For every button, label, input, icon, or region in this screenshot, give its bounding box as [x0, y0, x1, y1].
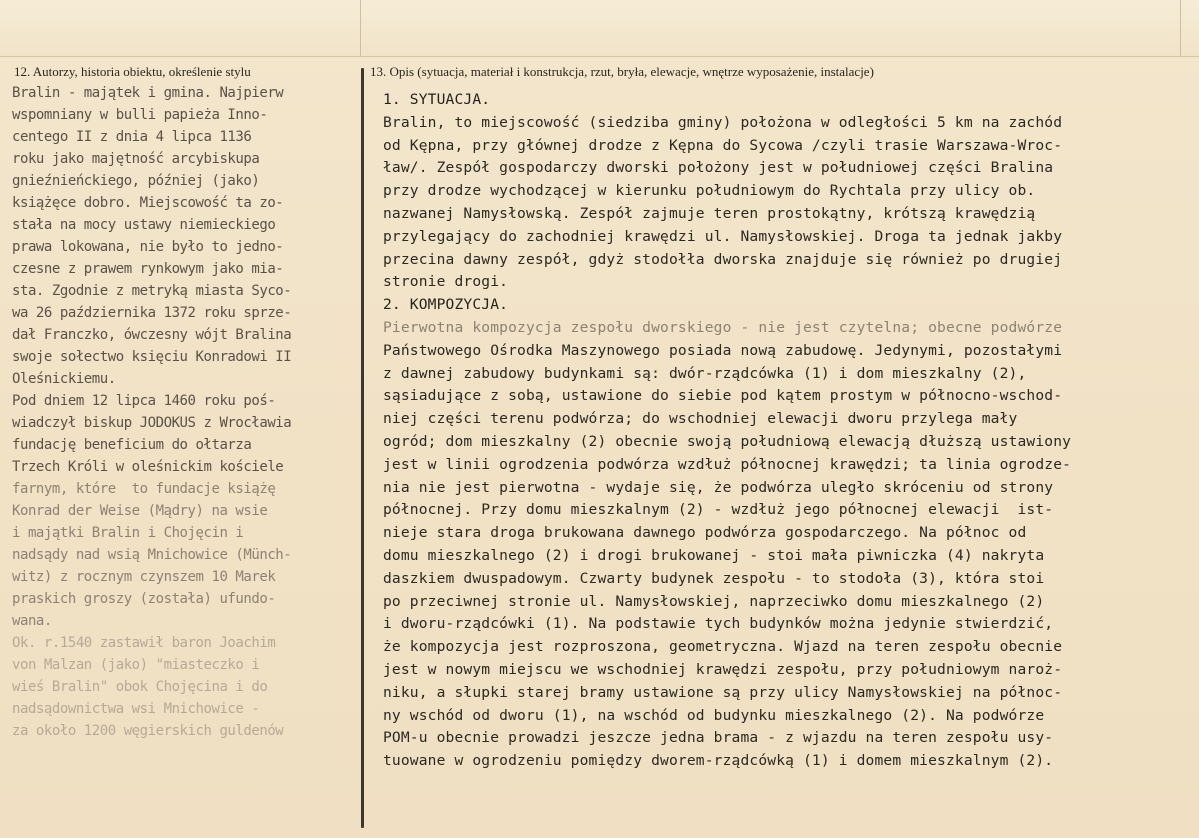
text-line: Pierwotna kompozycja zespołu dworskiego - nie jest czytelna; obecne podwórze [383, 318, 1063, 336]
text-line: farnym, które to fundacje książę [12, 481, 276, 497]
column-divider [361, 68, 364, 828]
text-line: POM-u obecnie prowadzi jeszcze jedna brama - z wjazdu na teren zespołu usy- [383, 729, 1054, 747]
text-line: fundację beneficium do ołtarza [12, 437, 252, 453]
text-line: Oleśnickiemu. [12, 371, 116, 387]
text-line: wieś Bralin" obok Chojęcina i do [12, 679, 268, 695]
text-line: Trzech Króli w oleśnickim kościele [12, 459, 284, 475]
text-line: i dworu-rządcówki (1). Na podstawie tych budynków można jedynie stwierdzić, [383, 615, 1054, 633]
text-line: dał Franczko, ówczesny wójt Bralina [12, 327, 292, 343]
paper-fold-line [1180, 0, 1181, 56]
text-line: niej części terenu podwórza; do wschodniej elewacji dworu przylega mały [383, 410, 1018, 428]
text-line: praskich groszy (została) ufundo- [12, 591, 276, 607]
text-line: Bralin, to miejscowość (siedziba gminy) położona w odległości 5 km na zachód [383, 113, 1063, 131]
text-line: że kompozycja jest rozproszona, geometryczna. Wjazd na teren zespołu obecnie [383, 638, 1063, 656]
text-line: nazwanej Namysłowską. Zespół zajmuje teren prostokątny, krótszą krawędzią [383, 204, 1036, 222]
text-line: stała na mocy ustawy niemieckiego [12, 217, 276, 233]
text-line: Bralin - majątek i gmina. Najpierw [12, 85, 284, 101]
text-line: jest w nowym miejscu we wschodniej krawędzi zespołu, przy południowym naroż- [383, 660, 1063, 678]
text-line: von Malzan (jako) "miasteczko i [12, 657, 260, 673]
text-line: książęce dobro. Miejscowość ta zo- [12, 195, 284, 211]
text-line: witz) z rocznym czynszem 10 Marek [12, 569, 276, 585]
text-line: północnej. Przy domu mieszkalnym (2) - wzdłuż jego północnej elewacji ist- [383, 501, 1054, 519]
text-line: Ok. r.1540 zastawił baron Joachim [12, 635, 276, 651]
text-line: przy drodze wychodzącej w kierunku południowym do Rychtala przy ulicy ob. [383, 182, 1036, 200]
text-line: z dawnej zabudowy budynkami są: dwór-rządcówka (1) i dom mieszkalny (2), [383, 364, 1027, 382]
text-line: ław/. Zespół gospodarczy dworski położony jest w południowej części Bralina [383, 159, 1054, 177]
text-line: nadsądy nad wsią Mnichowice (Münch- [12, 547, 292, 563]
text-line: 1. SYTUACJA. [383, 91, 491, 108]
text-line: centego II z dnia 4 lipca 1136 [12, 129, 252, 145]
text-line: wana. [12, 613, 52, 629]
description-text-column [383, 89, 1153, 773]
section-12-header: 12. Autorzy, historia obiektu, określenie stylu [14, 64, 251, 79]
text-line: tuowane w ogrodzeniu pomiędzy dworem-rządcówką (1) i domem mieszkalnym (2). [383, 752, 1054, 770]
text-line: 2. KOMPOZYCJA. [383, 296, 509, 314]
text-line: daszkiem dwuspadowym. Czwarty budynek zespołu - to stodoła (3), która stoi [383, 569, 1045, 587]
text-line: czesne z prawem rynkowym jako mia- [12, 261, 284, 277]
text-line: nadsądownictwa wsi Mnichowice - [12, 701, 260, 717]
text-line: sta. Zgodnie z metryką miasta Syco- [12, 283, 292, 299]
section-13-header: 13. Opis (sytuacja, materiał i konstrukcja, rzut, bryła, elewacje, wnętrze wyposażenie, instalacje) [370, 64, 874, 79]
paper-top-edge [0, 0, 1199, 57]
text-line: nieje stara droga brukowana dawnego podwórza gospodarczego. Na północ od [383, 524, 1027, 542]
text-line: nia nie jest pierwotna - wydaje się, że podwórza uległo skróceniu od strony [383, 478, 1054, 496]
text-line: po przeciwnej stronie ul. Namysłowskiej, naprzeciwko domu mieszkalnego (2) [383, 592, 1045, 610]
text-line: jest w linii ogrodzenia podwórza wzdłuż północnej krawędzi; ta linia ogrodze- [383, 455, 1072, 473]
history-text-column [12, 82, 354, 742]
text-line: sąsiadujące z sobą, ustawione do siebie pod kątem prostym w północno-wschod- [383, 387, 1063, 405]
text-line: i majątki Bralin i Chojęcin i [12, 525, 244, 541]
text-line: domu mieszkalnego (2) i drogi brukowanej - stoi mała piwniczka (4) nakryta [383, 546, 1045, 564]
text-line: ny wschód od dworu (1), na wschód od budynku mieszkalnego (2). Na podwórze [383, 706, 1045, 724]
text-line: od Kępna, przy głównej drodze z Kępna do Sycowa /czyli trasie Warszawa-Wroc- [383, 136, 1063, 154]
text-line: wa 26 października 1372 roku sprze- [12, 305, 292, 321]
text-line: Pod dniem 12 lipca 1460 roku poś- [12, 393, 276, 409]
text-line: prawa lokowana, nie było to jedno- [12, 239, 284, 255]
text-line: wiadczył biskup JODOKUS z Wrocławia [12, 415, 292, 431]
text-line: swoje sołectwo księciu Konradowi II [12, 349, 292, 365]
text-line: wspomniany w bulli papieża Inno- [12, 107, 268, 123]
text-line: przecina dawny zespół, gdyż stodołła dworska znajduje się również po drugiej [383, 250, 1063, 268]
text-line: roku jako majętność arcybiskupa [12, 151, 260, 167]
text-line: niku, a słupki starej bramy ustawione są przy ulicy Namysłowskiej na północ- [383, 683, 1063, 701]
text-line: za około 1200 węgierskich guldenów [12, 723, 284, 739]
text-line: gnieźnieńckiego, później (jako) [12, 173, 260, 189]
paper-fold-line [360, 0, 361, 56]
text-line: ogród; dom mieszkalny (2) obecnie swoją południową elewacją dłuższą ustawiony [383, 432, 1072, 450]
text-line: Państwowego Ośrodka Maszynowego posiada nową zabudowę. Jedynymi, pozostałymi [383, 341, 1063, 359]
text-line: Konrad der Weise (Mądry) na wsie [12, 503, 268, 519]
text-line: stronie drogi. [383, 273, 509, 291]
text-line: przylegający do zachodniej krawędzi ul. Namysłowskiej. Droga ta jednak jakby [383, 227, 1063, 245]
